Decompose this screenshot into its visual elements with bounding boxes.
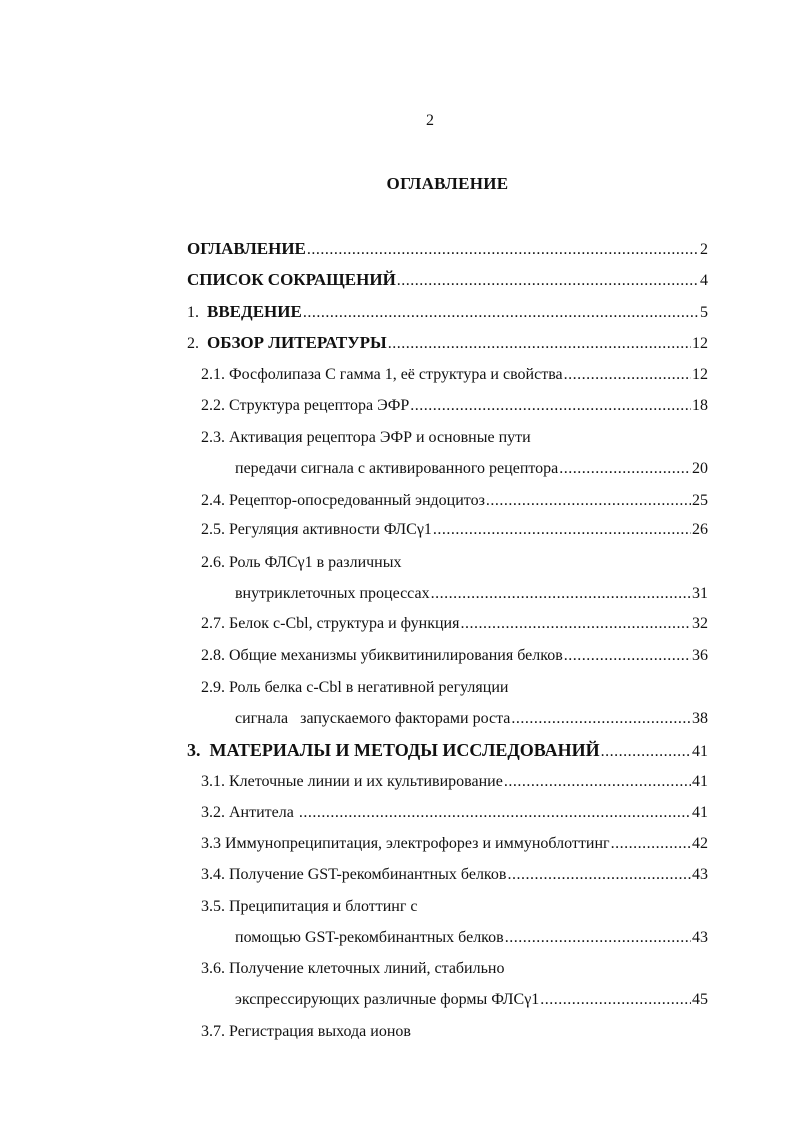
toc-entry-page: 43 — [692, 866, 708, 883]
toc-dot-leader — [431, 583, 691, 605]
toc-entry-number: 3.7. — [201, 1023, 229, 1040]
toc-entry — [201, 395, 708, 417]
toc-dot-leader — [307, 239, 699, 261]
toc-entry-page: 25 — [692, 492, 708, 509]
toc-entry-number: 2.1. — [201, 366, 229, 383]
toc-dot-leader — [433, 519, 691, 541]
toc-entry-page: 5 — [700, 304, 708, 321]
toc-entry-page: 12 — [692, 335, 708, 352]
toc-entry-page: 41 — [692, 804, 708, 821]
toc-entry-title: Рецептор-опосредованный эндоцитоз — [229, 492, 485, 509]
toc-entry-title: Получение клеточных линий, стабильно — [229, 960, 505, 977]
toc-entry — [235, 927, 708, 949]
toc-entry-number: 1. — [187, 304, 207, 321]
toc-entry — [235, 458, 708, 480]
toc-entry-page: 41 — [692, 743, 708, 760]
toc-entry-title: Фосфолипаза С гамма 1, её структура и свойства — [229, 366, 563, 383]
toc-entry — [201, 1021, 708, 1043]
toc-entry-title: Иммунопреципитация, электрофорез и иммуноблоттинг — [225, 835, 610, 852]
toc-entry-page: 18 — [692, 397, 708, 414]
toc-entry-number: 2.7. — [201, 615, 229, 632]
page-number: 2 — [426, 112, 434, 129]
toc-dot-leader — [611, 833, 691, 855]
toc-entry-title: Общие механизмы убиквитинилирования белков — [229, 647, 563, 664]
toc-entry-page: 12 — [692, 366, 708, 383]
toc-entry-number: 2. — [187, 335, 207, 352]
toc-entry-title: внутриклеточных процессах — [235, 585, 430, 602]
toc-entry-title: помощью GST-рекомбинантных белков — [235, 929, 504, 946]
toc-entry — [235, 989, 708, 1011]
toc-entry-title: ВВЕДЕНИЕ — [207, 302, 302, 321]
toc-dot-leader — [511, 708, 691, 730]
toc-entry-number: 2.4. — [201, 492, 229, 509]
toc-entry — [201, 427, 708, 449]
toc-entry-title: Роль ФЛСγ1 в различных — [229, 554, 402, 571]
toc-entry — [201, 896, 708, 918]
toc-entry — [187, 269, 708, 291]
toc-entry — [187, 739, 708, 761]
toc-entry — [201, 771, 708, 793]
toc-entry-number: 3.6. — [201, 960, 229, 977]
toc-dot-leader — [460, 613, 691, 635]
toc-entry — [201, 677, 708, 699]
toc-entry-page: 45 — [692, 991, 708, 1008]
toc-entry-title: МАТЕРИАЛЫ И МЕТОДЫ ИССЛЕДОВАНИЙ — [209, 740, 600, 760]
toc-entry-number: 2.5. — [201, 521, 229, 538]
toc-entry — [235, 708, 708, 730]
toc-entry-page: 2 — [700, 241, 708, 258]
toc-entry-number: 3.2. — [201, 804, 229, 821]
toc-entry-title: Получение GST-рекомбинантных белков — [229, 866, 507, 883]
toc-entry — [201, 364, 708, 386]
toc-entry — [201, 833, 708, 855]
toc-entry-number: 3.3 — [201, 835, 225, 852]
toc-entry — [201, 613, 708, 635]
toc-entry-page: 26 — [692, 521, 708, 538]
toc-entry-title: передачи сигнала с активированного рецептора — [235, 460, 559, 477]
toc-entry-number: 2.6. — [201, 554, 229, 571]
page-title: ОГЛАВЛЕНИЕ — [386, 174, 509, 193]
toc-entry-number: 2.2. — [201, 397, 229, 414]
toc-entry-title: экспрессирующих различные формы ФЛСγ1 — [235, 991, 540, 1008]
toc-entry-title: ОБЗОР ЛИТЕРАТУРЫ — [207, 333, 387, 352]
toc-entry-number: 3.5. — [201, 898, 229, 915]
toc-entry-page: 43 — [692, 929, 708, 946]
toc-entry-page: 20 — [692, 460, 708, 477]
toc-entry — [187, 332, 708, 354]
toc-entry-title: Белок c-Cbl, структура и функция — [229, 615, 460, 632]
toc-entry-title: Структура рецептора ЭФР — [229, 397, 410, 414]
toc-dot-leader — [410, 395, 691, 417]
toc-entry-title: Регуляция активности ФЛСγ1 — [229, 521, 432, 538]
toc-entry-page: 36 — [692, 647, 708, 664]
toc-entry-title: СПИСОК СОКРАЩЕНИЙ — [187, 270, 396, 289]
toc-dot-leader — [507, 864, 691, 886]
toc-entry-title: Роль белка c-Cbl в негативной регуляции — [229, 679, 509, 696]
toc-entry — [201, 490, 708, 512]
toc-dot-leader — [504, 771, 691, 793]
toc-entry-number: 3.4. — [201, 866, 229, 883]
toc-dot-leader — [388, 333, 691, 355]
toc-entry — [201, 802, 708, 824]
toc-entry — [201, 958, 708, 980]
toc-dot-leader — [397, 270, 699, 292]
toc-entry — [201, 519, 708, 541]
toc-entry-title: Преципитация и блоттинг с — [229, 898, 418, 915]
toc-dot-leader — [564, 645, 691, 667]
toc-entry — [201, 552, 708, 574]
toc-entry-page: 38 — [692, 710, 708, 727]
toc-dot-leader — [505, 927, 691, 949]
toc-dot-leader — [559, 458, 691, 480]
toc-entry-page: 31 — [692, 585, 708, 602]
toc-dot-leader — [564, 364, 691, 386]
toc-entry-title: Антитела — [229, 804, 298, 821]
toc-entry — [201, 864, 708, 886]
toc-entry-number: 3.1. — [201, 773, 229, 790]
toc-entry-page: 4 — [700, 272, 708, 289]
toc-entry — [187, 301, 708, 323]
toc-entry-title: сигнала запускаемого факторами роста — [235, 710, 511, 727]
toc-dot-leader — [540, 989, 691, 1011]
toc-entry-number: 3. — [187, 740, 210, 760]
toc-entry-number: 2.9. — [201, 679, 229, 696]
toc-dot-leader — [486, 490, 691, 512]
toc-dot-leader — [601, 741, 691, 763]
toc-entry-title: Клеточные линии и их культивирование — [229, 773, 503, 790]
toc-entry — [201, 645, 708, 667]
toc-entry-number: 2.8. — [201, 647, 229, 664]
toc-entry-title: Регистрация выхода ионов — [229, 1023, 411, 1040]
toc-entry — [187, 238, 708, 260]
toc-entry-page: 41 — [692, 773, 708, 790]
toc-dot-leader — [303, 302, 699, 324]
toc-entry-number: 2.3. — [201, 429, 229, 446]
toc-entry-title: ОГЛАВЛЕНИЕ — [187, 239, 306, 258]
toc-entry-title: Активация рецептора ЭФР и основные пути — [229, 429, 531, 446]
toc-entry — [235, 583, 708, 605]
toc-entry-page: 32 — [692, 615, 708, 632]
toc-dot-leader — [299, 802, 691, 824]
toc-entry-page: 42 — [692, 835, 708, 852]
